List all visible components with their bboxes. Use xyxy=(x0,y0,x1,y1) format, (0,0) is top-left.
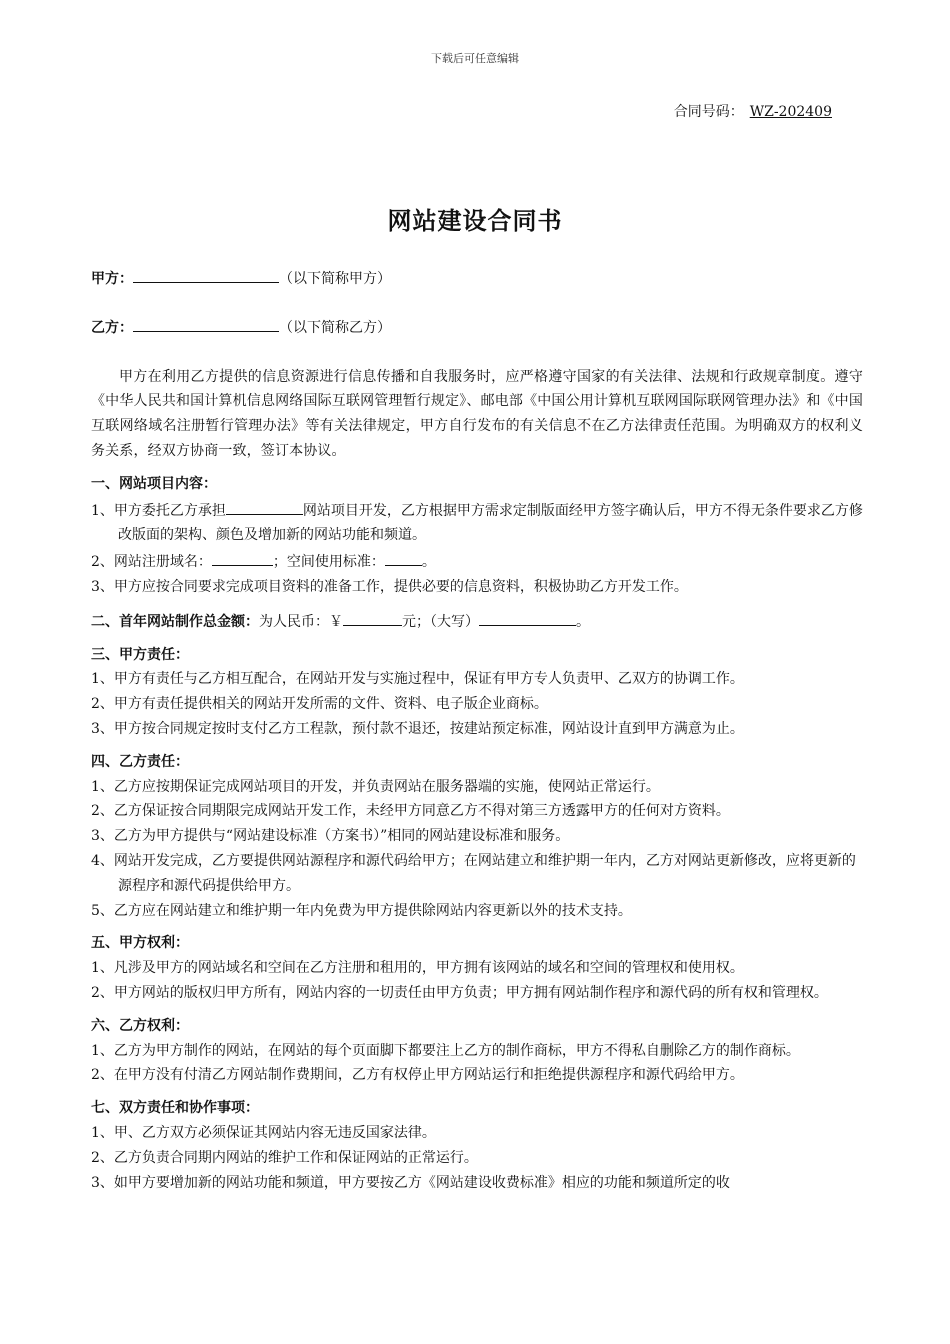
amount-text: 元；（大写） xyxy=(402,613,479,630)
amount-text: 为人民币：￥ xyxy=(259,613,343,630)
party-b-note: （以下简称乙方） xyxy=(279,319,391,336)
list-item: 3、乙方为甲方提供与“网站建设标准（方案书）”相同的网站建设标准和服务。 xyxy=(91,828,570,845)
page-title: 网站建设合同书 xyxy=(387,206,563,235)
item-text: 。 xyxy=(421,554,436,571)
party-a-label: 甲方： xyxy=(91,271,133,287)
section-title: 七、双方责任和协作事项： xyxy=(91,1100,259,1117)
contract-number-value: WZ-202409 xyxy=(749,104,832,120)
item-text: 网站项目开发，乙方根据甲方需求定制版面经甲方签字确认后，甲方不得无条件要求乙方修改版面的架构、颜色及增加新的网站功能和频道。 xyxy=(118,502,863,544)
section-title: 五、甲方权利： xyxy=(91,935,189,952)
list-item xyxy=(91,497,863,549)
item-text: ；空间使用标准： xyxy=(272,554,385,571)
list-item: 3、如甲方要增加新的网站功能和频道，甲方要按乙方《网站建设收费标准》相应的功能和频道所定的收 xyxy=(91,1174,730,1191)
list-item: 4、网站开发完成，乙方要提供网站源程序和源代码给甲方；在网站建立和维护期一年内，乙方对网站更新修改，应将更新的源程序和源代码提供给甲方。 xyxy=(91,852,856,894)
list-item: 2、在甲方没有付清乙方网站制作费期间，乙方有权停止甲方网站运行和拒绝提供源程序和源代码给甲方。 xyxy=(91,1067,744,1084)
list-item: 2、甲方网站的版权归甲方所有，网站内容的一切责任由甲方负责；甲方拥有网站制作程序和源代码的所有权和管理权。 xyxy=(91,984,828,1001)
list-item: 2、乙方保证按合同期限完成网站开发工作，未经甲方同意乙方不得对第三方透露甲方的任何对方资料。 xyxy=(91,803,730,820)
contract-body xyxy=(91,265,863,1195)
section-party-b-duties xyxy=(91,750,863,924)
list-item: 5、乙方应在网站建立和维护期一年内免费为甲方提供除网站内容更新以外的技术支持。 xyxy=(91,902,632,919)
list-item: 3、甲方按合同规定按时支付乙方工程款，预付款不退还，按建站预定标准，网站设计直到甲方满意为止。 xyxy=(91,720,744,737)
domain-blank xyxy=(212,548,273,566)
party-a-blank xyxy=(133,265,279,283)
section-party-b-rights xyxy=(91,1014,863,1088)
list-item xyxy=(91,548,863,575)
section-party-a-duties xyxy=(91,643,863,742)
section-title: 六、乙方权利： xyxy=(91,1017,189,1034)
section-title: 三、甲方责任： xyxy=(91,646,189,663)
section-title: 一、网站项目内容： xyxy=(91,475,217,492)
party-b-blank xyxy=(133,314,279,332)
party-b-line xyxy=(91,314,863,341)
list-item: 1、甲、乙方双方必须保证其网站内容无违反国家法律。 xyxy=(91,1124,436,1141)
list-item: 2、乙方负责合同期内网站的维护工作和保证网站的正常运行。 xyxy=(91,1149,478,1166)
header-note: 下载后可任意编辑 xyxy=(431,52,519,65)
section-title xyxy=(91,608,863,635)
contract-number-label: 合同号码： xyxy=(673,104,744,120)
list-item: 1、凡涉及甲方的网站域名和空间在乙方注册和租用的，甲方拥有该网站的域名和空间的管理权和使用权。 xyxy=(91,960,744,977)
list-item: 2、甲方有责任提供相关的网站开发所需的文件、资料、电子版企业商标。 xyxy=(91,696,548,713)
section-mutual-duties xyxy=(91,1096,863,1195)
list-item: 3、甲方应按合同要求完成项目资料的准备工作，提供必要的信息资料，积极协助乙方开发工作。 xyxy=(91,578,688,595)
list-item: 1、乙方为甲方制作的网站，在网站的每个页面脚下都要注上乙方的制作商标，甲方不得私自删除乙方的制作商标。 xyxy=(91,1042,800,1059)
section-party-a-rights xyxy=(91,931,863,1005)
list-item: 1、乙方应按期保证完成网站项目的开发，并负责网站在服务器端的实施，使网站正常运行。 xyxy=(91,778,660,795)
space-standard-blank xyxy=(385,548,422,566)
section-title: 四、乙方责任： xyxy=(91,753,189,770)
amount-number-blank xyxy=(343,608,402,626)
section-project-content xyxy=(91,472,863,600)
contract-number xyxy=(674,101,832,121)
intro-paragraph: 甲方在利用乙方提供的信息资源进行信息传播和自我服务时，应严格遵守国家的有关法律、法规和行政规章制度。遵守《中华人民共和国计算机信息网络国际互联网管理暂行规定》、邮电部《中国公用计算机互联网国际联网管理办法》和《中国互联网络域名注册暂行管理办法》等有关法律规定，甲方自行发布的有关信息不在乙方法律责任范围。为明确双方的权利义务关系，经双方协商一致，签订本协议。 xyxy=(91,368,863,459)
party-a-line xyxy=(91,265,863,292)
section-title-text: 二、首年网站制作总金额： xyxy=(91,613,259,630)
item-text: 1、甲方委托乙方承担 xyxy=(91,502,226,519)
party-a-note: （以下简称甲方） xyxy=(279,271,391,287)
amount-text: 。 xyxy=(576,613,590,630)
amount-words-blank xyxy=(479,608,576,626)
project-name-blank xyxy=(226,497,303,515)
section-total-amount xyxy=(91,608,863,635)
party-b-label: 乙方： xyxy=(91,319,133,336)
item-text: 2、网站注册域名： xyxy=(91,554,212,571)
list-item: 1、甲方有责任与乙方相互配合，在网站开发与实施过程中，保证有甲方专人负责甲、乙双方的协调工作。 xyxy=(91,671,744,688)
